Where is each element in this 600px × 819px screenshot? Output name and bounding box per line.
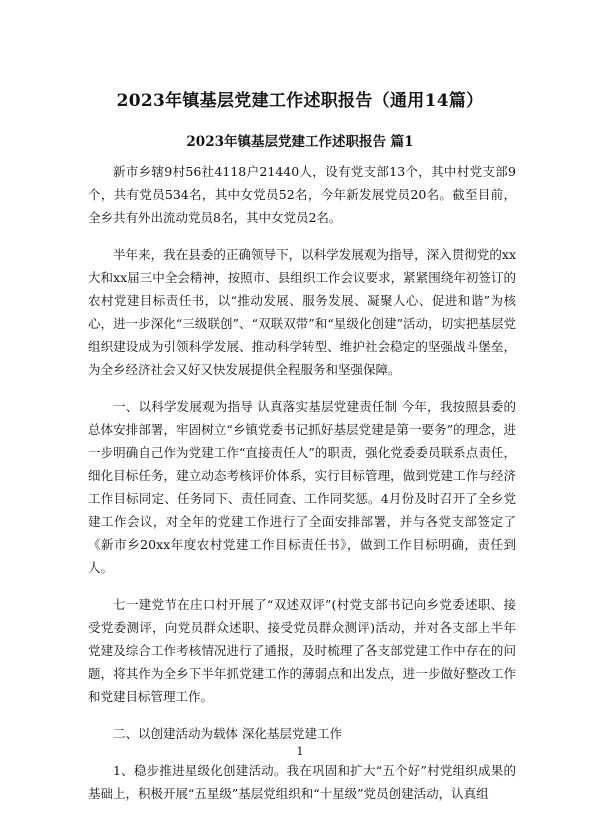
document-title: 2023年镇基层党建工作述职报告（通用14篇） bbox=[116, 91, 484, 111]
subheading: 二、以创建活动为载体 深化基层党建工作 bbox=[113, 726, 342, 741]
paragraph: 半年来，我在县委的正确领导下，以科学发展观为指导，深入贯彻党的xx大和xx届三中全会精神，按照市、县组织工作会议要求，紧紧围绕年初签订的农村党建目标责任书，以“推动发展、服务发展、凝聚人心、促进和谐”为核心，进一步深化“三级联创”、“双联双带”和“星级化创建”活动，切实把基层党组织建设成为引领科学发展、推动科学转型、维护社会稳定的坚强战斗堡垒，为全乡经济社会又好又快发展提供全程服务和坚强保障。 bbox=[88, 247, 516, 377]
document-body bbox=[88, 160, 516, 819]
section-title: 2023年镇基层党建工作述职报告 篇1 bbox=[186, 134, 414, 150]
paragraph: 七一建党节在庄口村开展了“双述双评”(村党支部书记向乡党委述职、接受党委测评，向党员群众述职、接受党员群众测评)活动，并对各支部上半年党建及综合工作考核情况进行了通报，及时梳理了各支部党建工作中存在的问题，将其作为全乡下半年抓党建工作的薄弱点和出发点，进一步做好整改工作和党建目标管理工作。 bbox=[88, 597, 516, 704]
page-number: 1 bbox=[296, 745, 304, 758]
paragraph: 新市乡辖9村56社4118户21440人，设有党支部13个，其中村党支部9个，共有党员534名，其中女党员52名，今年新发展党员20名。截至目前，全乡共有外出流动党员8名，其中女党员2名。 bbox=[88, 164, 516, 225]
paragraph: 1、稳步推进星级化创建活动。我在巩固和扩大“五个好”村党组织成果的基础上，积极开展“五星级”基层党组织和“十星级”党员创建活动，认真组 bbox=[88, 763, 516, 801]
paragraph: 一、以科学发展观为指导 认真落实基层党建责任制 今年，我按照县委的总体安排部署，牢固树立“乡镇党委书记抓好基层党建是第一要务”的理念，进一步明确自己作为党建工作“直接责任人”的职责，强化党委委员联系点责任，细化目标任务，建立动态考核评价体系，实行目标管理，做到党建工作与经济工作目标同定、任务同下、责任同查、工作同奖惩。4月份及时召开了全乡党建工作会议，对全年的党建工作进行了全面安排部署，并与各党支部签定了《新市乡20xx年度农村党建工作目标责任书》，做到工作目标明确，责任到人。 bbox=[88, 399, 516, 575]
